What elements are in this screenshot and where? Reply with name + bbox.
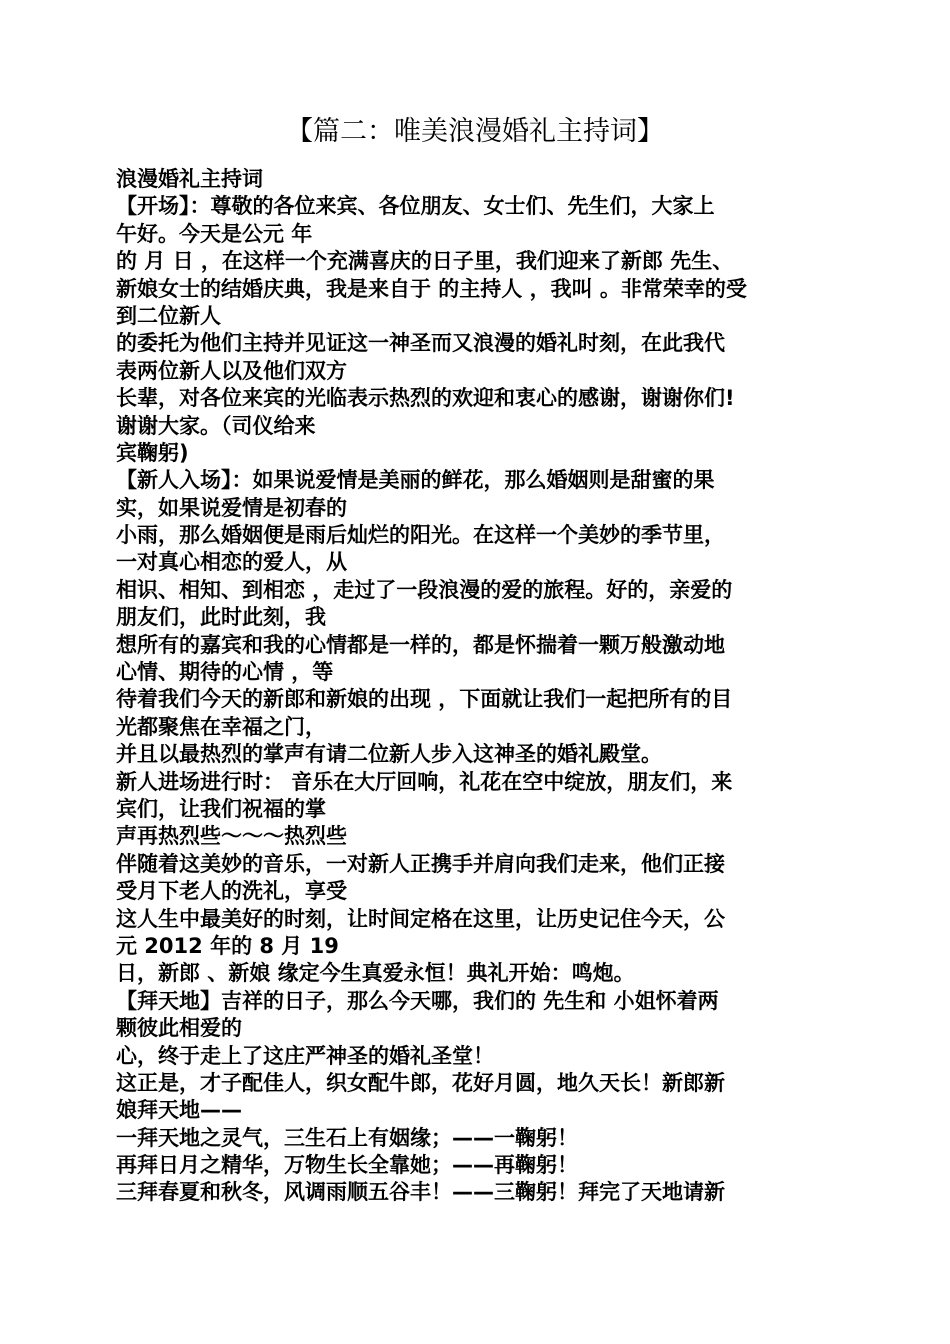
- text-line: 新人进场进行时： 音乐在大厅回响，礼花在空中绽放，朋友们，来: [116, 769, 733, 794]
- document-body: [116, 166, 836, 1207]
- text-line: 并且以最热烈的掌声有请二位新人步入这神圣的婚礼殿堂。: [116, 742, 662, 767]
- text-line: 的 月 日 ，在这样一个充满喜庆的日子里，我们迎来了新郎 先生、: [116, 249, 734, 274]
- text-line: 【拜天地】吉祥的日子，那么今天哪，我们的 先生和 小姐怀着两: [116, 988, 719, 1013]
- text-line: 光都聚焦在幸福之门，: [116, 714, 326, 739]
- text-line: 娘拜天地——: [116, 1098, 242, 1123]
- text-line: 一对真心相恋的爱人，从: [116, 550, 347, 575]
- text-line: 【新人入场】：如果说爱情是美丽的鲜花，那么婚姻则是甜蜜的果: [116, 468, 715, 493]
- text-line: 想所有的嘉宾和我的心情都是一样的，都是怀揣着一颗万般激动地: [116, 632, 725, 657]
- text-line: 伴随着这美妙的音乐，一对新人正携手并肩向我们走来，他们正接: [116, 851, 725, 876]
- text-line: 宾们，让我们祝福的掌: [116, 796, 326, 821]
- text-line: 受月下老人的洗礼，享受: [116, 879, 347, 904]
- text-line: 午好。今天是公元 年: [116, 221, 313, 246]
- text-line: 到二位新人: [116, 303, 221, 328]
- text-line: 元 2012 年的 8 月 19: [116, 933, 339, 958]
- text-line: 朋友们，此时此刻，我: [116, 605, 326, 630]
- text-line: 声再热烈些～～～热烈些: [116, 824, 347, 849]
- text-line: 再拜日月之精华，万物生长全靠她；——再鞠躬！: [116, 1153, 578, 1178]
- text-line: 相识、相知、到相恋 ，走过了一段浪漫的爱的旅程。好的，亲爱的: [116, 577, 733, 602]
- text-line: 心情、期待的心情 ，等: [116, 660, 334, 685]
- text-line: 日，新郎 、新娘 缘定今生真爱永恒！典礼开始：鸣炮。: [116, 961, 635, 986]
- text-line: 宾鞠躬): [116, 440, 189, 465]
- text-line: 颗彼此相爱的: [116, 1016, 242, 1041]
- text-line: 表两位新人以及他们双方: [116, 358, 347, 383]
- text-line: 三拜春夏和秋冬，风调雨顺五谷丰！——三鞠躬！拜完了天地请新: [116, 1180, 725, 1205]
- text-line: 一拜天地之灵气，三生石上有姻缘；——一鞠躬！: [116, 1125, 578, 1150]
- text-line: 实，如果说爱情是初春的: [116, 495, 347, 520]
- text-line: 长辈，对各位来宾的光临表示热烈的欢迎和衷心的感谢，谢谢你们!: [116, 386, 735, 411]
- text-line: 心，终于走上了这庄严神圣的婚礼圣堂！: [116, 1043, 494, 1068]
- text-line: 谢谢大家。（司仪给来: [116, 413, 316, 438]
- document-title: 【篇二：唯美浪漫婚礼主持词】: [286, 116, 664, 147]
- text-line: 的委托为他们主持并见证这一神圣而又浪漫的婚礼时刻，在此我代: [116, 331, 725, 356]
- text-line: 小雨，那么婚姻便是雨后灿烂的阳光。在这样一个美妙的季节里，: [116, 523, 725, 548]
- text-line: 待着我们今天的新郎和新娘的出现 ，下面就让我们一起把所有的目: [116, 687, 733, 712]
- text-line: 这人生中最美好的时刻，让时间定格在这里，让历史记住今天，公: [116, 906, 725, 931]
- text-line: 新娘女士的结婚庆典，我是来自于 的主持人 ，我叫 。非常荣幸的受: [116, 276, 747, 301]
- text-line: 这正是，才子配佳人，织女配牛郎，花好月圆，地久天长！新郎新: [116, 1070, 725, 1095]
- text-line: 浪漫婚礼主持词: [116, 167, 263, 191]
- text-line: 【开场】：尊敬的各位来宾、各位朋友、女士们、先生们，大家上: [116, 194, 715, 219]
